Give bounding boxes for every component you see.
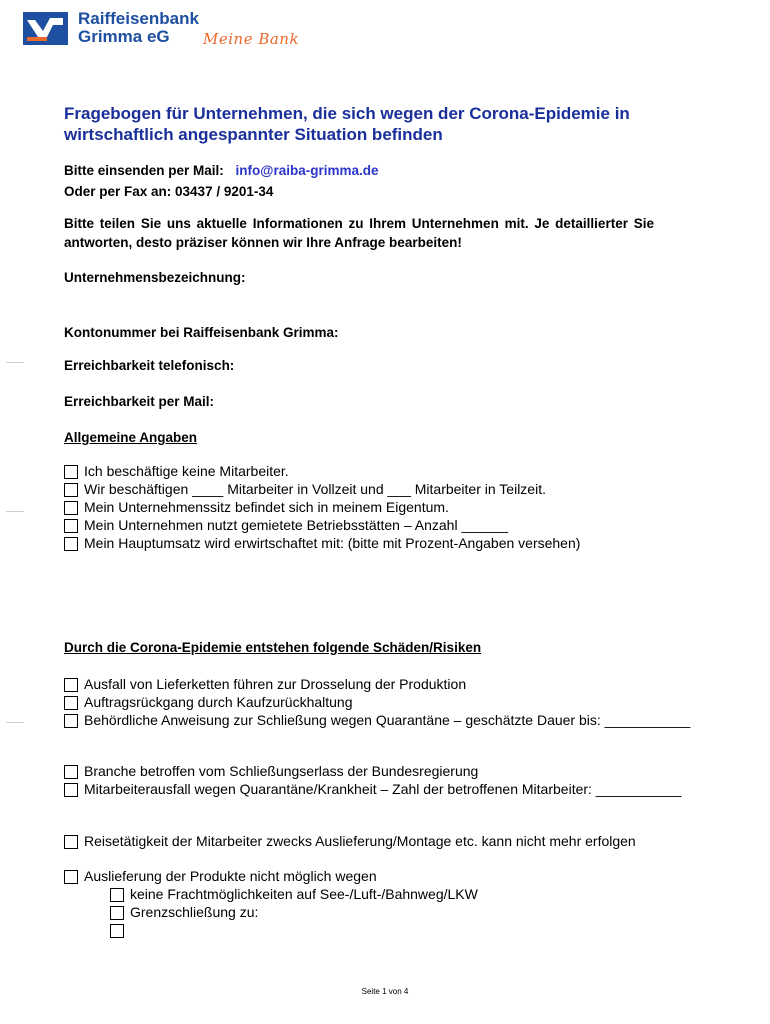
checkbox[interactable] <box>110 924 124 938</box>
bank-name-line2: Grimma eG <box>78 27 170 46</box>
field-mail-label: Erreichbarkeit per Mail: <box>64 394 215 409</box>
risk-item: Reisetätigkeit der Mitarbeiter zwecks Auslieferung/Montage etc. kann nicht mehr erfolgen <box>64 832 636 850</box>
mail-line <box>64 163 378 178</box>
margin-mark <box>6 722 24 723</box>
checkbox[interactable] <box>64 835 78 849</box>
intro-text: Bitte teilen Sie uns aktuelle Informationen zu Ihrem Unternehmen mit. Je detaillierter Sie antworten, desto präziser können wir Ihre Anfrage bearbeiten! <box>64 216 654 250</box>
field-account-label: Kontonummer bei Raiffeisenbank Grimma: <box>64 325 339 340</box>
risk-subitem: keine Frachtmöglichkeiten auf See-/Luft-/Bahnweg/LKW <box>110 885 478 903</box>
checkbox[interactable] <box>64 783 78 797</box>
checkbox[interactable] <box>110 888 124 902</box>
risk-subitem <box>110 921 130 939</box>
checkbox[interactable] <box>64 714 78 728</box>
checkbox[interactable] <box>64 537 78 551</box>
mail-link[interactable]: info@raiba-grimma.de <box>235 163 379 178</box>
checkbox[interactable] <box>64 696 78 710</box>
general-item: Mein Unternehmenssitz befindet sich in meinem Eigentum. <box>64 498 449 516</box>
checkbox[interactable] <box>64 501 78 515</box>
checkbox[interactable] <box>110 906 124 920</box>
general-item: Mein Hauptumsatz wird erwirtschaftet mit: (bitte mit Prozent-Angaben versehen) <box>64 534 580 552</box>
general-item: Mein Unternehmen nutzt gemietete Betriebsstätten – Anzahl ______ <box>64 516 508 534</box>
general-item: Ich beschäftige keine Mitarbeiter. <box>64 462 289 480</box>
general-item: Wir beschäftigen ____ Mitarbeiter in Vollzeit und ___ Mitarbeiter in Teilzeit. <box>64 480 546 498</box>
checkbox[interactable] <box>64 678 78 692</box>
margin-mark <box>6 511 24 512</box>
page-title: Fragebogen für Unternehmen, die sich wegen der Corona-Epidemie in wirtschaftlich angespannter Situation befinden <box>64 104 630 144</box>
slogan: Meine Bank <box>203 30 300 48</box>
risk-item: Auslieferung der Produkte nicht möglich wegen <box>64 867 377 885</box>
bank-name-line1: Raiffeisenbank <box>78 9 199 28</box>
risk-item: Branche betroffen vom Schließungserlass der Bundesregierung <box>64 762 478 780</box>
risk-subitem: Grenzschließung zu: <box>110 903 258 921</box>
risk-item: Auftragsrückgang durch Kaufzurückhaltung <box>64 693 353 711</box>
checkbox[interactable] <box>64 870 78 884</box>
risk-item: Behördliche Anweisung zur Schließung wegen Quarantäne – geschätzte Dauer bis: ___________ <box>64 711 690 729</box>
risk-item: Ausfall von Lieferketten führen zur Drosselung der Produktion <box>64 675 466 693</box>
bank-name <box>78 10 199 46</box>
field-company-label: Unternehmensbezeichnung: <box>64 270 246 285</box>
margin-mark <box>6 362 24 363</box>
checkbox[interactable] <box>64 465 78 479</box>
risks-heading: Durch die Corona-Epidemie entstehen folgende Schäden/Risiken <box>64 640 482 655</box>
bank-logo-icon <box>23 12 68 45</box>
risk-item: Mitarbeiterausfall wegen Quarantäne/Krankheit – Zahl der betroffenen Mitarbeiter: ___________ <box>64 780 681 798</box>
general-heading: Allgemeine Angaben <box>64 430 198 445</box>
checkbox[interactable] <box>64 519 78 533</box>
checkbox[interactable] <box>64 483 78 497</box>
mail-label: Bitte einsenden per Mail: <box>64 163 224 178</box>
page-footer: Seite 1 von 4 <box>361 987 409 996</box>
checkbox[interactable] <box>64 765 78 779</box>
fax-line: Oder per Fax an: 03437 / 9201-34 <box>64 184 274 199</box>
field-phone-label: Erreichbarkeit telefonisch: <box>64 358 235 373</box>
